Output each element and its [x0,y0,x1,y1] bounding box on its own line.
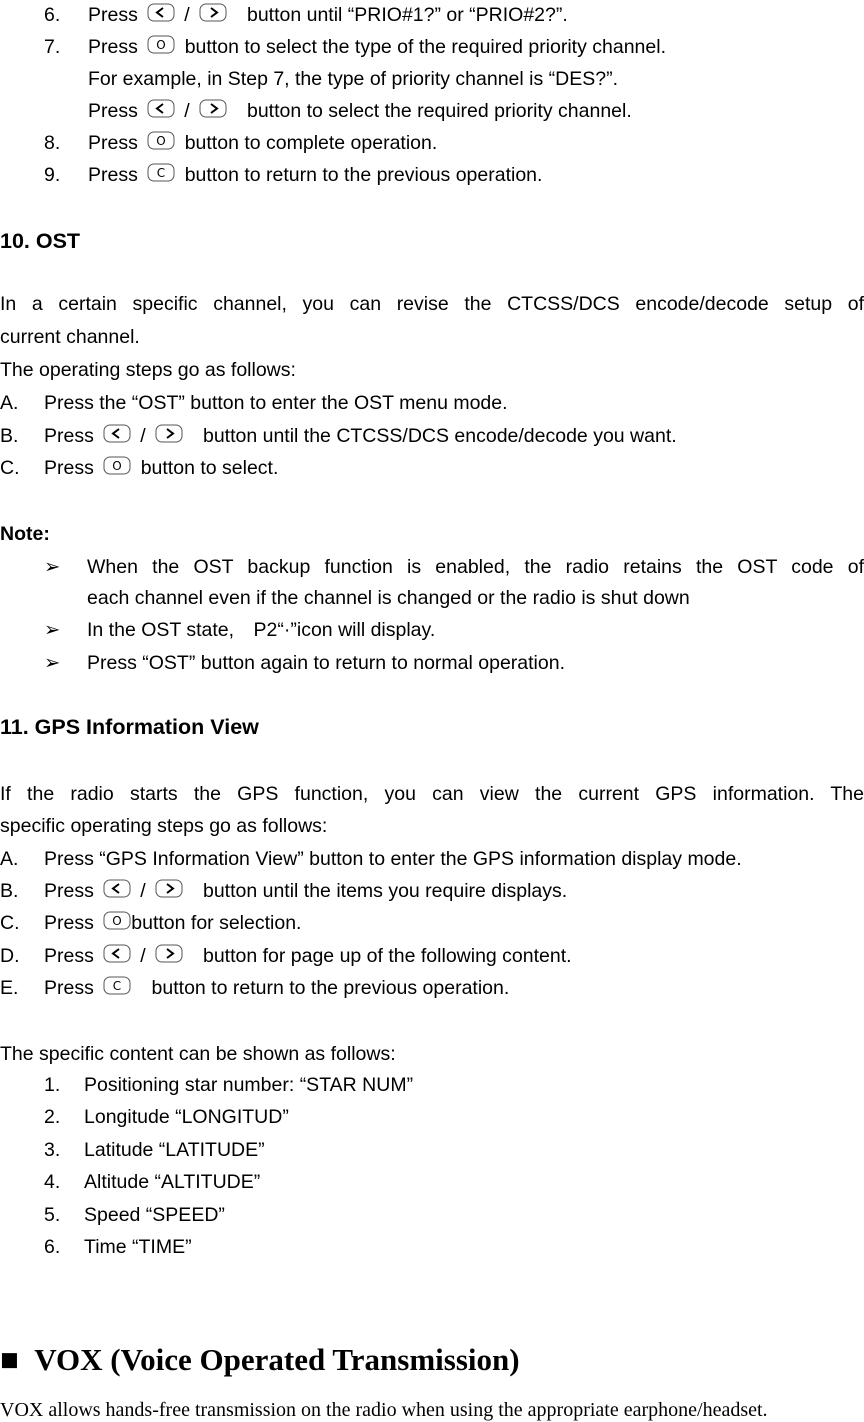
list-number: 2. [44,1106,61,1128]
list-number: 5. [44,1204,61,1226]
note-1-line1: When the OST backup function is enabled, the radio retains the OST code of [87,556,864,578]
svg-text:C: C [113,979,122,994]
left-arrow-key-icon [103,879,131,898]
ok-key-icon [103,456,131,475]
square-bullet-icon: ■ [0,1342,19,1377]
gps-content-item: Speed “SPEED” [84,1204,225,1226]
gps-content-item: Altitude “ALTITUDE” [84,1171,261,1193]
list-number: 6. [44,1236,61,1258]
right-arrow-key-icon [199,3,227,22]
ost-intro-line2: current channel. [0,326,140,348]
step-number: 8. [44,132,61,154]
prio-step-6: Press / button until “PRIO#1?” or “PRIO#2?”. [88,4,568,26]
note-label: Note: [0,523,50,545]
vox-body: VOX allows hands-free transmission on the radio when using the appropriate earphone/headset. [0,1399,768,1421]
step-letter: A. [0,848,19,870]
right-arrow-key-icon [155,424,183,443]
svg-text:C: C [157,166,166,181]
vox-heading: ■ VOX (Voice Operated Transmission) [0,1342,520,1377]
step-number: 7. [44,36,61,58]
ost-step-c: Press O button to select. [44,457,279,479]
list-number: 4. [44,1171,61,1193]
left-arrow-key-icon [147,99,175,118]
left-arrow-key-icon [103,424,131,443]
left-arrow-key-icon [147,3,175,22]
list-number: 1. [44,1074,61,1096]
svg-text:O: O [156,38,167,53]
svg-text:O: O [112,459,123,474]
clear-key-icon [147,163,175,182]
prio-step-8: Press O button to complete operation. [88,132,438,154]
right-arrow-key-icon [155,944,183,963]
step-number: 9. [44,164,61,186]
arrow-bullet-icon: ➢ [44,652,61,674]
ost-step-a: Press the “OST” button to enter the OST menu mode. [44,392,508,414]
step-letter: C. [0,912,20,934]
ok-key-icon [147,35,175,54]
clear-key-icon [103,976,131,995]
prio-example: For example, in Step 7, the type of priority channel is “DES?”. [88,68,618,90]
svg-text:O: O [156,134,167,149]
arrow-bullet-icon: ➢ [44,619,61,641]
gps-content-item: Time “TIME” [84,1236,192,1258]
gps-intro-line1: If the radio starts the GPS function, you can view the current GPS information. The [0,783,864,805]
ok-key-icon [103,911,131,930]
gps-intro-line2: specific operating steps go as follows: [0,815,328,837]
step-letter: B. [0,880,19,902]
step-letter: E. [0,977,19,999]
step-letter: A. [0,392,19,414]
step-letter: D. [0,945,20,967]
gps-step-e: Press C button to return to the previous operation. [44,977,510,999]
gps-heading: 11. GPS Information View [0,715,259,739]
ost-intro-line3: The operating steps go as follows: [0,359,296,381]
gps-content-intro: The specific content can be shown as follows: [0,1043,396,1065]
svg-text:O: O [112,914,123,929]
ost-heading: 10. OST [0,229,81,253]
gps-step-a: Press “GPS Information View” button to enter the GPS information display mode. [44,848,742,870]
ok-key-icon [147,131,175,150]
note-2: In the OST state, P2“·”icon will display. [87,619,436,641]
list-number: 3. [44,1139,61,1161]
gps-content-item: Longitude “LONGITUD” [84,1106,289,1128]
arrow-bullet-icon: ➢ [44,556,61,578]
prio-step-7: Press O button to select the type of the required priority channel. [88,36,666,58]
prio-step-7-select: Press / button to select the required priority channel. [88,100,632,122]
gps-step-c: Press O button for selection. [44,912,302,934]
left-arrow-key-icon [103,944,131,963]
note-3: Press “OST” button again to return to normal operation. [87,652,565,674]
gps-content-item: Positioning star number: “STAR NUM” [84,1074,414,1096]
right-arrow-key-icon [155,879,183,898]
gps-content-item: Latitude “LATITUDE” [84,1139,265,1161]
gps-step-b: Press / button until the items you require displays. [44,880,568,902]
ost-step-b: Press / button until the CTCSS/DCS encode/decode you want. [44,425,677,447]
right-arrow-key-icon [199,99,227,118]
step-letter: B. [0,425,19,447]
ost-intro-line1: In a certain specific channel, you can revise the CTCSS/DCS encode/decode setup of [0,293,864,315]
note-1-line2: each channel even if the channel is changed or the radio is shut down [87,587,690,609]
step-number: 6. [44,4,61,26]
prio-step-9: Press C button to return to the previous operation. [88,164,543,186]
gps-step-d: Press / button for page up of the following content. [44,945,572,967]
step-letter: C. [0,457,20,479]
